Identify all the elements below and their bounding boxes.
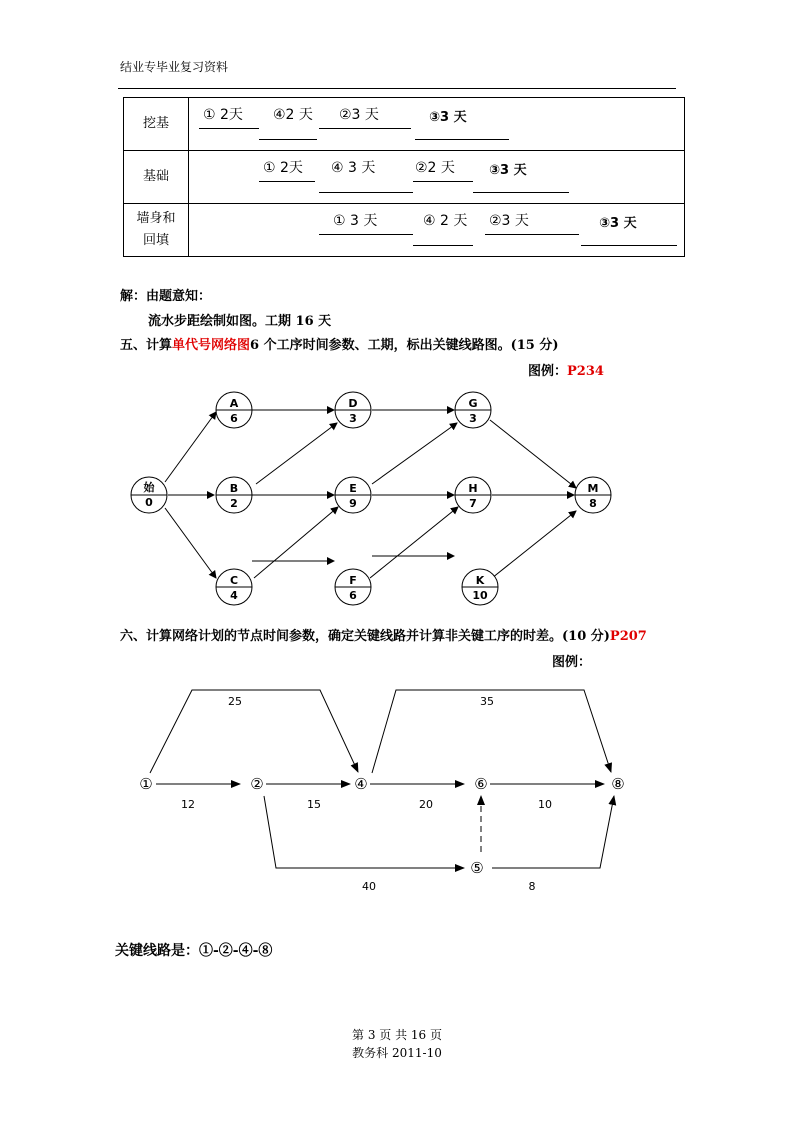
edge-label: 10 xyxy=(538,798,552,811)
node-duration: 3 xyxy=(469,412,477,425)
edge-f-h xyxy=(370,507,458,578)
edge-label: 20 xyxy=(419,798,433,811)
footer-dept: 教务科 2011-10 xyxy=(352,1046,442,1060)
node-name: F xyxy=(349,574,357,587)
q5-node-m xyxy=(575,477,611,513)
question-5-highlight: 单代号网络图 xyxy=(172,338,251,353)
segment: ②3 天 xyxy=(339,107,379,123)
q5-node-a xyxy=(216,392,252,428)
node-name: H xyxy=(468,482,478,495)
question-5-suffix: 6 个工序时间参数、工期，标出关键线路图。(15 分) xyxy=(250,338,559,353)
node-duration: 6 xyxy=(349,589,357,602)
edge-label: 8 xyxy=(528,880,536,893)
segment: ④ 2 天 xyxy=(423,213,468,229)
node-label: ⑧ xyxy=(611,775,625,793)
edge-label: 15 xyxy=(307,798,321,811)
edge-label: 12 xyxy=(181,798,195,811)
edge-k-m xyxy=(492,511,576,578)
node-duration: 9 xyxy=(349,497,357,510)
row-label-line: 回填 xyxy=(142,233,169,248)
question-6-ref-page: P207 xyxy=(609,629,647,644)
row-label-line: 墙身和 xyxy=(136,211,176,226)
node-duration: 4 xyxy=(230,589,238,602)
edge-label: 35 xyxy=(480,695,494,708)
edge-g-m xyxy=(490,420,576,488)
node-name: C xyxy=(229,574,239,587)
q5-node-e xyxy=(335,477,371,513)
edge-1-4 xyxy=(150,690,358,773)
question-6-ref-label: 图例： xyxy=(552,655,592,670)
q5-node-f xyxy=(335,569,371,605)
segment: ③3 天 xyxy=(429,110,467,125)
segment: ④2 天 xyxy=(273,107,313,123)
node-label: ⑥ xyxy=(474,775,488,793)
q5-node-c xyxy=(216,569,252,605)
node-duration: 0 xyxy=(145,496,153,509)
row-label: 基础 xyxy=(124,151,189,204)
node-name: E xyxy=(349,482,357,495)
q6-nodes xyxy=(139,775,624,877)
solution-line: 解：由题意知： xyxy=(120,289,212,304)
segment: ③3 天 xyxy=(599,216,637,231)
node-name: M xyxy=(587,482,599,495)
ref-page: P234 xyxy=(567,364,604,379)
critical-path: 关键线路是：①-②-④-⑧ xyxy=(115,943,273,959)
node-name: A xyxy=(229,397,239,410)
segment: ②3 天 xyxy=(489,213,529,229)
solution-line: 流水步距绘制如图。工期 16 天 xyxy=(148,314,332,329)
question-6-text: 六、计算网络计划的节点时间参数，确定关键线路并计算非关键工序的时差。(10 分) xyxy=(120,629,610,644)
q5-node-d xyxy=(335,392,371,428)
edge-label: 25 xyxy=(228,695,242,708)
q5-node-g xyxy=(455,392,491,428)
ref-label: 图例： xyxy=(528,364,568,379)
node-duration: 3 xyxy=(349,412,357,425)
node-duration: 6 xyxy=(230,412,238,425)
edge-c-e xyxy=(254,507,338,578)
edge-b-d xyxy=(256,423,337,484)
segment: ① 3 天 xyxy=(333,213,378,229)
q5-node-h xyxy=(455,477,491,513)
node-name: G xyxy=(468,397,478,410)
edge-start-a xyxy=(165,412,216,482)
question-5-prefix: 五、计算 xyxy=(120,338,173,353)
q6-edge-labels xyxy=(181,695,552,893)
edge-start-c xyxy=(165,508,216,578)
q5-node-k xyxy=(462,569,498,605)
node-name: D xyxy=(348,397,358,410)
q5-node-start xyxy=(131,477,167,513)
node-label: ④ xyxy=(354,775,368,793)
q5-node-b xyxy=(216,477,252,513)
node-name: B xyxy=(229,482,239,495)
node-duration: 8 xyxy=(589,497,597,510)
page-number: 第 3 页 共 16 页 xyxy=(352,1028,442,1042)
segment: ④ 3 天 xyxy=(331,160,376,176)
edge-label: 40 xyxy=(362,880,376,893)
node-label: ② xyxy=(250,775,264,793)
segment: ① 2天 xyxy=(203,107,243,123)
question-6 xyxy=(120,625,647,644)
edge-2-5 xyxy=(264,796,464,868)
page-header: 结业专毕业复习资料 xyxy=(120,60,229,74)
segment: ②2 天 xyxy=(415,160,455,176)
edge-5-8 xyxy=(492,796,614,868)
node-duration: 7 xyxy=(469,497,477,510)
row-label: 挖基 xyxy=(124,98,189,151)
q6-edges xyxy=(150,690,614,868)
segment: ① 2天 xyxy=(263,160,303,176)
segment: ③3 天 xyxy=(489,163,527,178)
node-label: ⑤ xyxy=(470,859,484,877)
node-duration: 2 xyxy=(230,497,238,510)
node-label: ① xyxy=(139,775,153,793)
edge-e-g xyxy=(372,423,457,484)
node-duration: 10 xyxy=(472,589,488,602)
node-name: 始 xyxy=(143,481,155,494)
node-name: K xyxy=(475,574,485,587)
